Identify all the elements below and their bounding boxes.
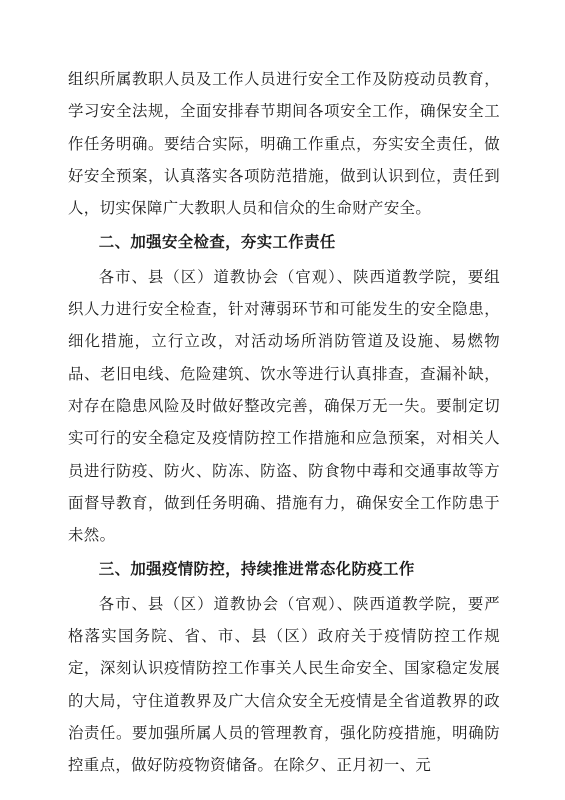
section-heading-2: 二、加强安全检查，夯实工作责任 (98, 233, 336, 252)
paragraph-continuation: 组织所属教职人员及工作人员进行安全工作及防疫动员教育，学习安全法规，全面安排春节期间各项安全工作，确保安全工作任务明确。要结合实际，明确工作重点，夯实安全责任，做好安全预案，认真落实各项防范措施，做到认识到位，责任到人，切实保障广大教职人员和信众的生命财产安全。 (68, 70, 500, 218)
section-heading-3: 三、加强疫情防控，持续推进常态化防疫工作 (98, 560, 415, 579)
paragraph-epidemic-control: 各市、县（区）道教协会（官观）、陕西道教学院，要严格落实国务院、省、市、县（区）政府关于疫情防控工作规定，深刻认识疫情防控工作事关人民生命安全、国家稳定发展的大局，守住道教界及广大信众安全无疫情是全省道教界的政治责任。要加强所属人员的管理教育，强化防疫措施，明确防控重点，做好防疫物资储备。在除夕、正月初一、元 (68, 594, 500, 775)
paragraph-safety-inspection: 各市、县（区）道教协会（官观）、陕西道教学院，要组织人力进行安全检查，针对薄弱环节和可能发生的安全隐患，细化措施，立行立改，对活动场所消防管道及设施、易燃物品、老旧电线、危险建筑、饮水等进行认真排查，查漏补缺，对存在隐患风险及时做好整改完善，确保万无一失。要制定切实可行的安全稳定及疫情防控工作措施和应急预案，对相关人员进行防疫、防火、防冻、防盗、防食物中毒和交通事故等方面督导教育，做到任务明确、措施有力，确保安全工作防患于未然。 (68, 267, 500, 545)
document-page (68, 63, 500, 782)
